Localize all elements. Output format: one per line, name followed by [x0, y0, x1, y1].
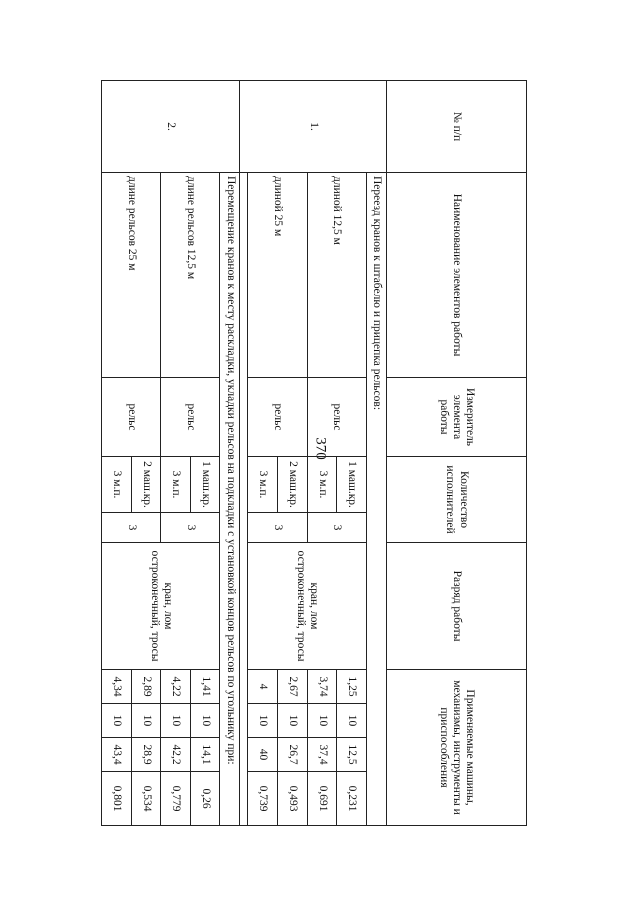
table-row	[278, 81, 308, 826]
tools-cell: кран, лом остроконечный, тросы	[102, 543, 221, 670]
grade-cell: 3	[102, 513, 161, 543]
optime-cell: 1,41	[190, 670, 220, 704]
workers-cell: 3 м.п.	[102, 457, 132, 513]
table-row	[337, 81, 367, 826]
optime-cell: 3,74	[307, 670, 337, 704]
optime-cell: 4	[248, 670, 278, 704]
optime-cell: 2,89	[131, 670, 161, 704]
norm-cell: 0,231	[337, 772, 367, 826]
header-tools: Применяемые машины, механизмы, инструменты и приспособления	[387, 670, 527, 826]
volume-cell: 10	[131, 704, 161, 738]
work-name: длине рельсов 25 м	[102, 173, 161, 378]
table-row	[190, 81, 220, 826]
work-name: длиной 12,5 м	[307, 173, 366, 378]
workers-cell: 2 маш.кр.	[278, 457, 308, 513]
norm-cell: 0,801	[102, 772, 132, 826]
unit-cell: рельс	[248, 378, 307, 457]
workers-cell: 3 м.п.	[248, 457, 278, 513]
volume-cell: 10	[190, 704, 220, 738]
header-grade: Разряд работы	[387, 543, 527, 670]
header-unit: Измеритель элемента работы	[387, 378, 527, 457]
optotal-cell: 37,4	[307, 738, 337, 772]
section-title-row	[367, 81, 387, 826]
optotal-cell: 14,1	[190, 738, 220, 772]
norms-table	[101, 80, 527, 826]
volume-cell: 10	[337, 704, 367, 738]
optotal-cell: 26,7	[278, 738, 308, 772]
volume-cell: 10	[248, 704, 278, 738]
grade-cell: 3	[161, 513, 220, 543]
optotal-cell: 43,4	[102, 738, 132, 772]
norm-cell: 0,534	[131, 772, 161, 826]
page-number: 370	[312, 437, 329, 460]
tools-cell: кран, лом остроконечный, тросы	[248, 543, 367, 670]
workers-cell: 1 маш.кр.	[190, 457, 220, 513]
header-workers: Количество исполнителей	[387, 457, 527, 543]
volume-cell: 10	[161, 704, 191, 738]
norm-cell: 0,779	[161, 772, 191, 826]
norm-cell: 0,691	[307, 772, 337, 826]
optime-cell: 4,22	[161, 670, 191, 704]
header-row	[387, 81, 527, 826]
optime-cell: 2,67	[278, 670, 308, 704]
section-number: 2.	[102, 81, 241, 173]
workers-cell: 2 маш.кр.	[131, 457, 161, 513]
volume-cell: 10	[102, 704, 132, 738]
spacer-row	[240, 81, 248, 826]
workers-cell: 3 м.п.	[161, 457, 191, 513]
work-name: длине рельсов 12,5 м	[161, 173, 220, 378]
header-no: № п/п	[387, 81, 527, 173]
section-number: 1.	[240, 81, 387, 173]
section-title-row	[220, 81, 240, 826]
optotal-cell: 40	[248, 738, 278, 772]
norm-cell: 0,739	[248, 772, 278, 826]
work-name: длиной 25 м	[248, 173, 307, 378]
norms-table-rotated	[101, 80, 527, 825]
volume-cell: 10	[278, 704, 308, 738]
workers-cell: 3 м.п.	[307, 457, 337, 513]
optotal-cell: 12,5	[337, 738, 367, 772]
optime-cell: 4,34	[102, 670, 132, 704]
unit-cell: рельс	[161, 378, 220, 457]
grade-cell: 3	[307, 513, 366, 543]
norm-cell: 0,493	[278, 772, 308, 826]
table-row	[131, 81, 161, 826]
volume-cell: 10	[307, 704, 337, 738]
section-title: Переезд кранов к штабелю и прицепка рельсов:	[367, 173, 387, 826]
workers-cell: 1 маш.кр.	[337, 457, 367, 513]
optotal-cell: 42,2	[161, 738, 191, 772]
norm-cell: 0,26	[190, 772, 220, 826]
optotal-cell: 28,9	[131, 738, 161, 772]
unit-cell: рельс	[307, 378, 366, 457]
header-name: Наименование элементов работы	[387, 173, 527, 378]
optime-cell: 1,25	[337, 670, 367, 704]
section-title: Перемещение кранов к месту раскладки, укладки рельсов на подкладки с установкой концов рельсов по угольнику при:	[220, 173, 240, 826]
grade-cell: 3	[248, 513, 307, 543]
unit-cell: рельс	[102, 378, 161, 457]
